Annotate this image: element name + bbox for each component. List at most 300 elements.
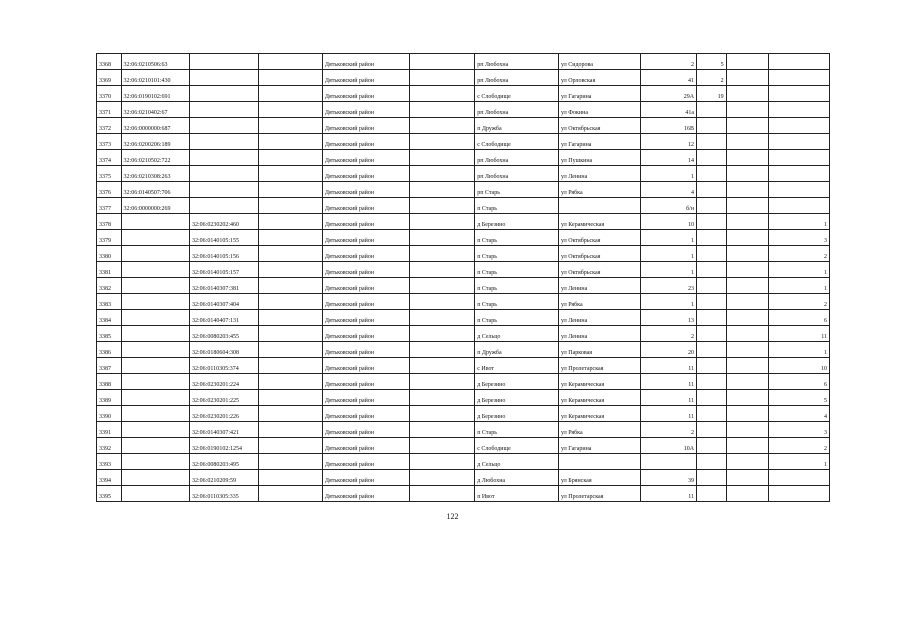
unit-count-cell (768, 470, 829, 486)
table-row (97, 86, 830, 102)
apartment-cell (697, 278, 727, 294)
table-row (97, 326, 830, 342)
district-cell: Дятьковский район (322, 470, 409, 486)
blank-cell (409, 86, 474, 102)
house-number-cell: б/н (640, 198, 696, 214)
district-cell: Дятьковский район (322, 358, 409, 374)
street-cell: ул Ленина (559, 310, 641, 326)
apartment-cell (697, 422, 727, 438)
cadastral-number-cell: 32:06:0210502:722 (121, 150, 189, 166)
blank-cell (258, 278, 322, 294)
blank-cell (726, 166, 768, 182)
blank-cell (409, 310, 474, 326)
locality-cell: рп Любохна (475, 54, 559, 70)
blank-cell (409, 438, 474, 454)
blank-cell (258, 390, 322, 406)
apartment-cell (697, 486, 727, 502)
cadastral-number-alt-cell: 32:06:0110305:374 (190, 358, 258, 374)
street-cell: ул Гагарина (559, 86, 641, 102)
blank-cell (726, 182, 768, 198)
unit-count-cell: 2 (768, 438, 829, 454)
table-row (97, 262, 830, 278)
blank-cell (726, 438, 768, 454)
cadastral-number-cell (121, 486, 189, 502)
house-number-cell: 10А (640, 438, 696, 454)
blank-cell (258, 454, 322, 470)
blank-cell (409, 326, 474, 342)
district-cell: Дятьковский район (322, 150, 409, 166)
unit-count-cell: 1 (768, 278, 829, 294)
apartment-cell (697, 310, 727, 326)
table-row (97, 70, 830, 86)
unit-count-cell: 6 (768, 374, 829, 390)
blank-cell (409, 134, 474, 150)
blank-cell (726, 230, 768, 246)
blank-cell (258, 406, 322, 422)
locality-cell: п Старь (475, 278, 559, 294)
district-cell: Дятьковский район (322, 86, 409, 102)
cadastral-number-cell (121, 246, 189, 262)
house-number-cell: 1 (640, 262, 696, 278)
unit-count-cell (768, 70, 829, 86)
cadastral-number-cell (121, 310, 189, 326)
locality-cell: п Старь (475, 294, 559, 310)
blank-cell (726, 422, 768, 438)
locality-cell: д Березино (475, 374, 559, 390)
cadastral-number-cell (121, 358, 189, 374)
cadastral-number-alt-cell: 32:06:0230202:460 (190, 214, 258, 230)
unit-count-cell: 1 (768, 342, 829, 358)
unit-count-cell: 2 (768, 294, 829, 310)
unit-count-cell (768, 134, 829, 150)
unit-count-cell: 3 (768, 422, 829, 438)
table-row (97, 166, 830, 182)
locality-cell: п Старь (475, 262, 559, 278)
district-cell: Дятьковский район (322, 246, 409, 262)
unit-count-cell: 1 (768, 454, 829, 470)
house-number-cell: 10 (640, 214, 696, 230)
blank-cell (726, 262, 768, 278)
street-cell: ул Керамическая (559, 214, 641, 230)
blank-cell (258, 358, 322, 374)
district-cell: Дятьковский район (322, 310, 409, 326)
district-cell: Дятьковский район (322, 230, 409, 246)
cadastral-number-alt-cell (190, 134, 258, 150)
blank-cell (409, 198, 474, 214)
blank-cell (409, 102, 474, 118)
house-number-cell (640, 454, 696, 470)
cadastral-number-cell: 32:06:0140507:706 (121, 182, 189, 198)
street-cell: ул Гагарина (559, 134, 641, 150)
unit-count-cell: 1 (768, 262, 829, 278)
blank-cell (726, 150, 768, 166)
table-row (97, 102, 830, 118)
row-number-cell: 3390 (97, 406, 122, 422)
blank-cell (258, 246, 322, 262)
table-row (97, 342, 830, 358)
street-cell: ул Октябрьская (559, 230, 641, 246)
unit-count-cell (768, 166, 829, 182)
cadastral-number-cell: 32:06:0210101:430 (121, 70, 189, 86)
blank-cell (258, 342, 322, 358)
row-number-cell: 3373 (97, 134, 122, 150)
row-number-cell: 3380 (97, 246, 122, 262)
street-cell: ул Октябрьская (559, 246, 641, 262)
district-cell: Дятьковский район (322, 214, 409, 230)
table-row (97, 486, 830, 502)
street-cell (559, 198, 641, 214)
cadastral-number-cell: 32:06:0190102:691 (121, 86, 189, 102)
cadastral-number-alt-cell: 32:06:0190102:1254 (190, 438, 258, 454)
blank-cell (726, 358, 768, 374)
cadastral-number-cell (121, 438, 189, 454)
cadastral-number-cell (121, 294, 189, 310)
locality-cell: рп Старь (475, 182, 559, 198)
unit-count-cell: 6 (768, 310, 829, 326)
cadastral-number-alt-cell: 32:06:0080203:455 (190, 326, 258, 342)
locality-cell: рп Любохна (475, 150, 559, 166)
apartment-cell (697, 390, 727, 406)
locality-cell: п Старь (475, 246, 559, 262)
cadastral-number-alt-cell (190, 102, 258, 118)
table-row (97, 134, 830, 150)
apartment-cell (697, 102, 727, 118)
table-row (97, 198, 830, 214)
table-row (97, 294, 830, 310)
blank-cell (258, 166, 322, 182)
cadastral-number-cell: 32:06:0210506:63 (121, 54, 189, 70)
row-number-cell: 3374 (97, 150, 122, 166)
blank-cell (409, 214, 474, 230)
street-cell: ул Пролетарская (559, 486, 641, 502)
house-number-cell: 13 (640, 310, 696, 326)
blank-cell (409, 150, 474, 166)
street-cell: ул Пушкина (559, 150, 641, 166)
row-number-cell: 3376 (97, 182, 122, 198)
row-number-cell: 3387 (97, 358, 122, 374)
apartment-cell (697, 342, 727, 358)
blank-cell (258, 422, 322, 438)
house-number-cell: 11 (640, 374, 696, 390)
row-number-cell: 3389 (97, 390, 122, 406)
street-cell (559, 454, 641, 470)
blank-cell (409, 294, 474, 310)
table-row (97, 246, 830, 262)
district-cell: Дятьковский район (322, 390, 409, 406)
street-cell: ул Керамическая (559, 374, 641, 390)
row-number-cell: 3379 (97, 230, 122, 246)
locality-cell: п Старь (475, 198, 559, 214)
blank-cell (258, 70, 322, 86)
street-cell: ул Ленина (559, 166, 641, 182)
cadastral-number-alt-cell: 32:06:0140105:156 (190, 246, 258, 262)
cadastral-number-alt-cell: 32:06:0140307:404 (190, 294, 258, 310)
blank-cell (726, 198, 768, 214)
blank-cell (726, 54, 768, 70)
cadastral-number-cell (121, 422, 189, 438)
street-cell: ул Рябка (559, 422, 641, 438)
street-cell: ул Орловская (559, 70, 641, 86)
blank-cell (258, 438, 322, 454)
house-number-cell: 1 (640, 294, 696, 310)
row-number-cell: 3385 (97, 326, 122, 342)
unit-count-cell (768, 198, 829, 214)
cadastral-number-cell (121, 230, 189, 246)
district-cell: Дятьковский район (322, 374, 409, 390)
district-cell: Дятьковский район (322, 198, 409, 214)
street-cell: ул Октябрьская (559, 118, 641, 134)
blank-cell (726, 310, 768, 326)
cadastral-number-alt-cell (190, 70, 258, 86)
district-cell: Дятьковский район (322, 278, 409, 294)
locality-cell: с Ивот (475, 358, 559, 374)
house-number-cell: 2 (640, 326, 696, 342)
table-row (97, 390, 830, 406)
cadastral-number-cell (121, 326, 189, 342)
district-cell: Дятьковский район (322, 454, 409, 470)
blank-cell (726, 118, 768, 134)
blank-cell (258, 230, 322, 246)
blank-cell (726, 246, 768, 262)
row-number-cell: 3372 (97, 118, 122, 134)
cadastral-number-alt-cell (190, 118, 258, 134)
locality-cell: д Сельцо (475, 454, 559, 470)
table-row (97, 406, 830, 422)
locality-cell: п Дружба (475, 342, 559, 358)
apartment-cell (697, 470, 727, 486)
blank-cell (409, 54, 474, 70)
locality-cell: п Старь (475, 422, 559, 438)
apartment-cell (697, 198, 727, 214)
street-cell: ул Пролетарская (559, 358, 641, 374)
blank-cell (409, 230, 474, 246)
blank-cell (409, 374, 474, 390)
cadastral-number-cell (121, 278, 189, 294)
row-number-cell: 3391 (97, 422, 122, 438)
locality-cell: п Ивот (475, 486, 559, 502)
apartment-cell: 19 (697, 86, 727, 102)
house-number-cell: 11 (640, 390, 696, 406)
table-row (97, 310, 830, 326)
house-number-cell: 41 (640, 70, 696, 86)
apartment-cell (697, 262, 727, 278)
street-cell: ул Сидорова (559, 54, 641, 70)
unit-count-cell: 5 (768, 390, 829, 406)
house-number-cell: 39 (640, 470, 696, 486)
row-number-cell: 3378 (97, 214, 122, 230)
blank-cell (726, 214, 768, 230)
blank-cell (409, 118, 474, 134)
row-number-cell: 3375 (97, 166, 122, 182)
cadastral-number-cell (121, 454, 189, 470)
table-row (97, 470, 830, 486)
street-cell: ул Керамическая (559, 406, 641, 422)
locality-cell: д Березино (475, 406, 559, 422)
row-number-cell: 3369 (97, 70, 122, 86)
row-number-cell: 3370 (97, 86, 122, 102)
blank-cell (258, 54, 322, 70)
page-number: 122 (446, 512, 459, 521)
apartment-cell (697, 150, 727, 166)
blank-cell (409, 182, 474, 198)
blank-cell (258, 294, 322, 310)
cadastral-number-alt-cell (190, 54, 258, 70)
cadastral-number-alt-cell (190, 166, 258, 182)
street-cell: ул Керамическая (559, 390, 641, 406)
row-number-cell: 3386 (97, 342, 122, 358)
house-number-cell: 14 (640, 150, 696, 166)
unit-count-cell: 10 (768, 358, 829, 374)
house-number-cell: 2 (640, 422, 696, 438)
apartment-cell (697, 118, 727, 134)
unit-count-cell: 11 (768, 326, 829, 342)
cadastral-number-cell (121, 342, 189, 358)
blank-cell (258, 182, 322, 198)
cadastral-number-cell (121, 262, 189, 278)
row-number-cell: 3381 (97, 262, 122, 278)
table-row (97, 374, 830, 390)
table-row (97, 182, 830, 198)
blank-cell (726, 134, 768, 150)
blank-cell (409, 278, 474, 294)
apartment-cell (697, 182, 727, 198)
cadastral-number-alt-cell (190, 182, 258, 198)
apartment-cell (697, 374, 727, 390)
blank-cell (258, 310, 322, 326)
blank-cell (258, 214, 322, 230)
blank-cell (258, 326, 322, 342)
locality-cell: п Дружба (475, 118, 559, 134)
blank-cell (409, 486, 474, 502)
locality-cell: п Старь (475, 230, 559, 246)
district-cell: Дятьковский район (322, 102, 409, 118)
district-cell: Дятьковский район (322, 118, 409, 134)
cadastral-number-cell (121, 470, 189, 486)
blank-cell (726, 390, 768, 406)
house-number-cell: 20 (640, 342, 696, 358)
blank-cell (409, 70, 474, 86)
table-row (97, 454, 830, 470)
blank-cell (258, 470, 322, 486)
cadastral-number-alt-cell: 32:06:0210209:59 (190, 470, 258, 486)
unit-count-cell (768, 182, 829, 198)
cadastral-number-alt-cell: 32:06:0140105:157 (190, 262, 258, 278)
district-cell: Дятьковский район (322, 294, 409, 310)
blank-cell (409, 422, 474, 438)
street-cell: ул Октябрьская (559, 262, 641, 278)
blank-cell (409, 166, 474, 182)
apartment-cell: 2 (697, 70, 727, 86)
row-number-cell: 3383 (97, 294, 122, 310)
locality-cell: рп Любохна (475, 70, 559, 86)
table-row (97, 54, 830, 70)
house-number-cell: 11 (640, 358, 696, 374)
blank-cell (726, 278, 768, 294)
row-number-cell: 3392 (97, 438, 122, 454)
cadastral-number-cell: 32:06:0000000:687 (121, 118, 189, 134)
cadastral-number-alt-cell: 32:06:0230201:225 (190, 390, 258, 406)
street-cell: ул Брянская (559, 470, 641, 486)
district-cell: Дятьковский район (322, 342, 409, 358)
cadastral-number-cell (121, 390, 189, 406)
house-number-cell: 1 (640, 166, 696, 182)
house-number-cell: 16В (640, 118, 696, 134)
cadastral-number-alt-cell: 32:06:0110305:335 (190, 486, 258, 502)
cadastral-number-alt-cell: 32:06:0080203:495 (190, 454, 258, 470)
cadastral-number-alt-cell: 32:06:0180604:308 (190, 342, 258, 358)
district-cell: Дятьковский район (322, 406, 409, 422)
cadastral-number-cell: 32:06:0000000:269 (121, 198, 189, 214)
blank-cell (258, 86, 322, 102)
row-number-cell: 3388 (97, 374, 122, 390)
apartment-cell (697, 246, 727, 262)
house-number-cell: 23 (640, 278, 696, 294)
cadastral-number-cell: 32:06:0210308:263 (121, 166, 189, 182)
street-cell: ул Ленина (559, 326, 641, 342)
apartment-cell (697, 406, 727, 422)
apartment-cell (697, 326, 727, 342)
blank-cell (258, 134, 322, 150)
row-number-cell: 3371 (97, 102, 122, 118)
house-number-cell: 1 (640, 230, 696, 246)
blank-cell (726, 470, 768, 486)
property-register-table (96, 53, 830, 502)
street-cell: ул Рябка (559, 182, 641, 198)
cadastral-number-alt-cell: 32:06:0140407:131 (190, 310, 258, 326)
blank-cell (726, 86, 768, 102)
apartment-cell (697, 230, 727, 246)
blank-cell (258, 198, 322, 214)
row-number-cell: 3394 (97, 470, 122, 486)
table-row (97, 422, 830, 438)
apartment-cell: 5 (697, 54, 727, 70)
blank-cell (726, 374, 768, 390)
row-number-cell: 3393 (97, 454, 122, 470)
house-number-cell: 11 (640, 486, 696, 502)
street-cell: ул Рябка (559, 294, 641, 310)
blank-cell (409, 470, 474, 486)
blank-cell (726, 294, 768, 310)
register-table-body (97, 54, 830, 502)
blank-cell (258, 150, 322, 166)
apartment-cell (697, 454, 727, 470)
district-cell: Дятьковский район (322, 134, 409, 150)
blank-cell (726, 70, 768, 86)
locality-cell: д Сельцо (475, 326, 559, 342)
cadastral-number-cell (121, 374, 189, 390)
blank-cell (409, 358, 474, 374)
cadastral-number-alt-cell: 32:06:0140307:421 (190, 422, 258, 438)
cadastral-number-alt-cell (190, 150, 258, 166)
table-row (97, 118, 830, 134)
blank-cell (726, 454, 768, 470)
table-row (97, 230, 830, 246)
apartment-cell (697, 214, 727, 230)
row-number-cell: 3395 (97, 486, 122, 502)
cadastral-number-alt-cell: 32:06:0230201:224 (190, 374, 258, 390)
row-number-cell: 3382 (97, 278, 122, 294)
blank-cell (726, 342, 768, 358)
apartment-cell (697, 358, 727, 374)
street-cell: ул Ленина (559, 278, 641, 294)
blank-cell (726, 326, 768, 342)
blank-cell (726, 406, 768, 422)
cadastral-number-cell: 32:06:0200206:189 (121, 134, 189, 150)
street-cell: ул Фокина (559, 102, 641, 118)
locality-cell: рп Любохна (475, 166, 559, 182)
unit-count-cell (768, 118, 829, 134)
district-cell: Дятьковский район (322, 54, 409, 70)
